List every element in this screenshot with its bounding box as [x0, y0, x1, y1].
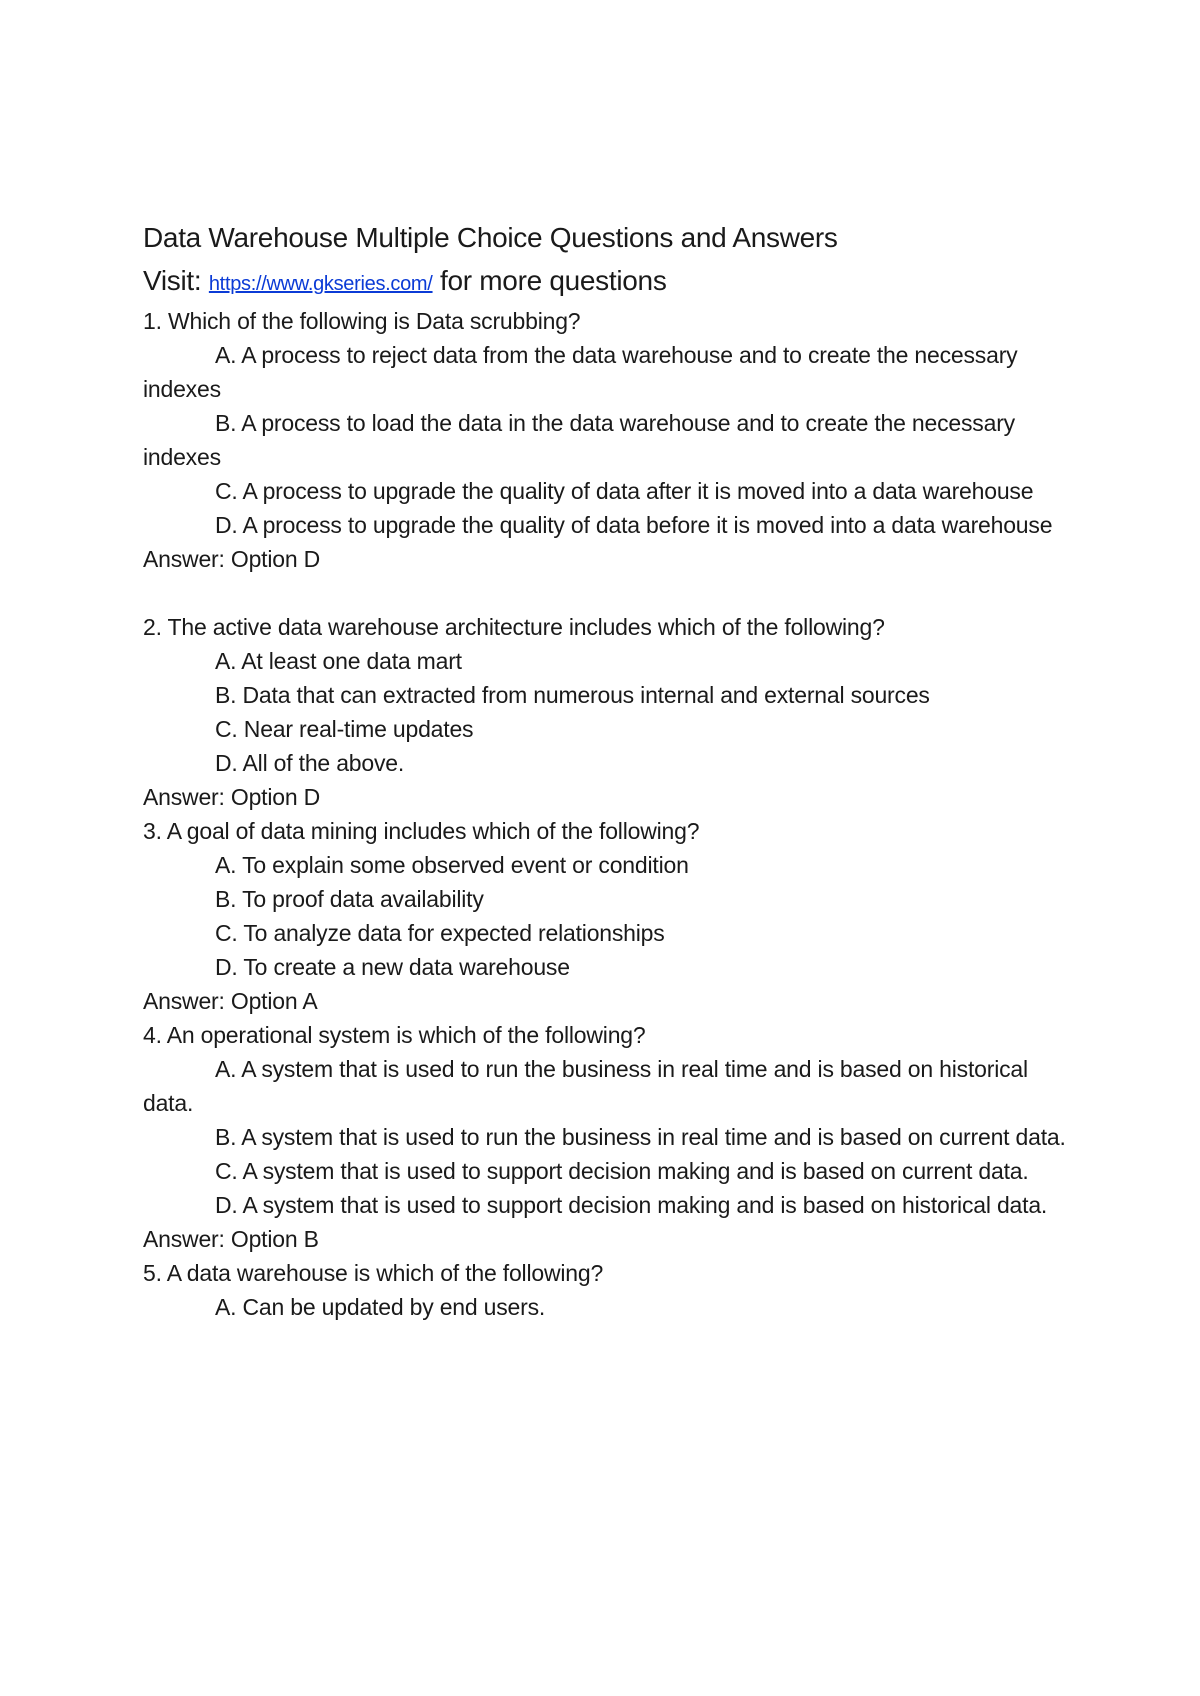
- question-2: 2. The active data warehouse architecture includes which of the following?: [143, 614, 885, 640]
- question-4-answer: Answer: Option B: [143, 1226, 319, 1252]
- question-2-option-a: A. At least one data mart: [215, 648, 462, 674]
- spacer: [143, 576, 1083, 610]
- question-4-option-c: C. A system that is used to support decision making and is based on current data.: [215, 1158, 1029, 1184]
- question-3-option-b: B. To proof data availability: [215, 886, 484, 912]
- question-3-answer: Answer: Option A: [143, 988, 318, 1014]
- gkseries-link[interactable]: https://www.gkseries.com/: [208, 273, 433, 295]
- question-5-option-a: A. Can be updated by end users.: [215, 1294, 546, 1320]
- question-4-option-a: A. A system that is used to run the business in real time and is based on historical data.: [143, 1056, 1028, 1116]
- question-4: 4. An operational system is which of the following?: [143, 1022, 646, 1048]
- question-4-option-d: D. A system that is used to support decision making and is based on historical data.: [215, 1192, 1048, 1218]
- question-3: 3. A goal of data mining includes which of the following?: [143, 818, 700, 844]
- question-1-option-b: B. A process to load the data in the data warehouse and to create the necessary indexes: [143, 410, 1015, 470]
- question-2-option-d: D. All of the above.: [215, 750, 405, 776]
- question-2-option-c: C. Near real-time updates: [215, 716, 474, 742]
- question-3-option-c: C. To analyze data for expected relationships: [215, 920, 665, 946]
- question-5: 5. A data warehouse is which of the following?: [143, 1260, 604, 1286]
- question-1: 1. Which of the following is Data scrubbing?: [143, 308, 581, 334]
- visit-line: [143, 258, 1083, 304]
- document-title: Data Warehouse Multiple Choice Questions and Answers: [143, 222, 838, 253]
- question-1-option-c: C. A process to upgrade the quality of data after it is moved into a data warehouse: [215, 478, 1034, 504]
- document-page: [143, 218, 1083, 1324]
- visit-suffix: for more questions: [432, 265, 667, 296]
- question-2-option-b: B. Data that can extracted from numerous internal and external sources: [215, 682, 930, 708]
- question-1-answer: Answer: Option D: [143, 546, 321, 572]
- question-4-option-b: B. A system that is used to run the business in real time and is based on current data.: [215, 1124, 1066, 1150]
- question-3-option-d: D. To create a new data warehouse: [215, 954, 570, 980]
- question-2-answer: Answer: Option D: [143, 784, 321, 810]
- question-1-option-a: A. A process to reject data from the data warehouse and to create the necessary indexes: [143, 342, 1018, 402]
- question-1-option-d: D. A process to upgrade the quality of data before it is moved into a data warehouse: [215, 512, 1053, 538]
- visit-prefix: Visit:: [143, 265, 209, 296]
- question-3-option-a: A. To explain some observed event or condition: [215, 852, 689, 878]
